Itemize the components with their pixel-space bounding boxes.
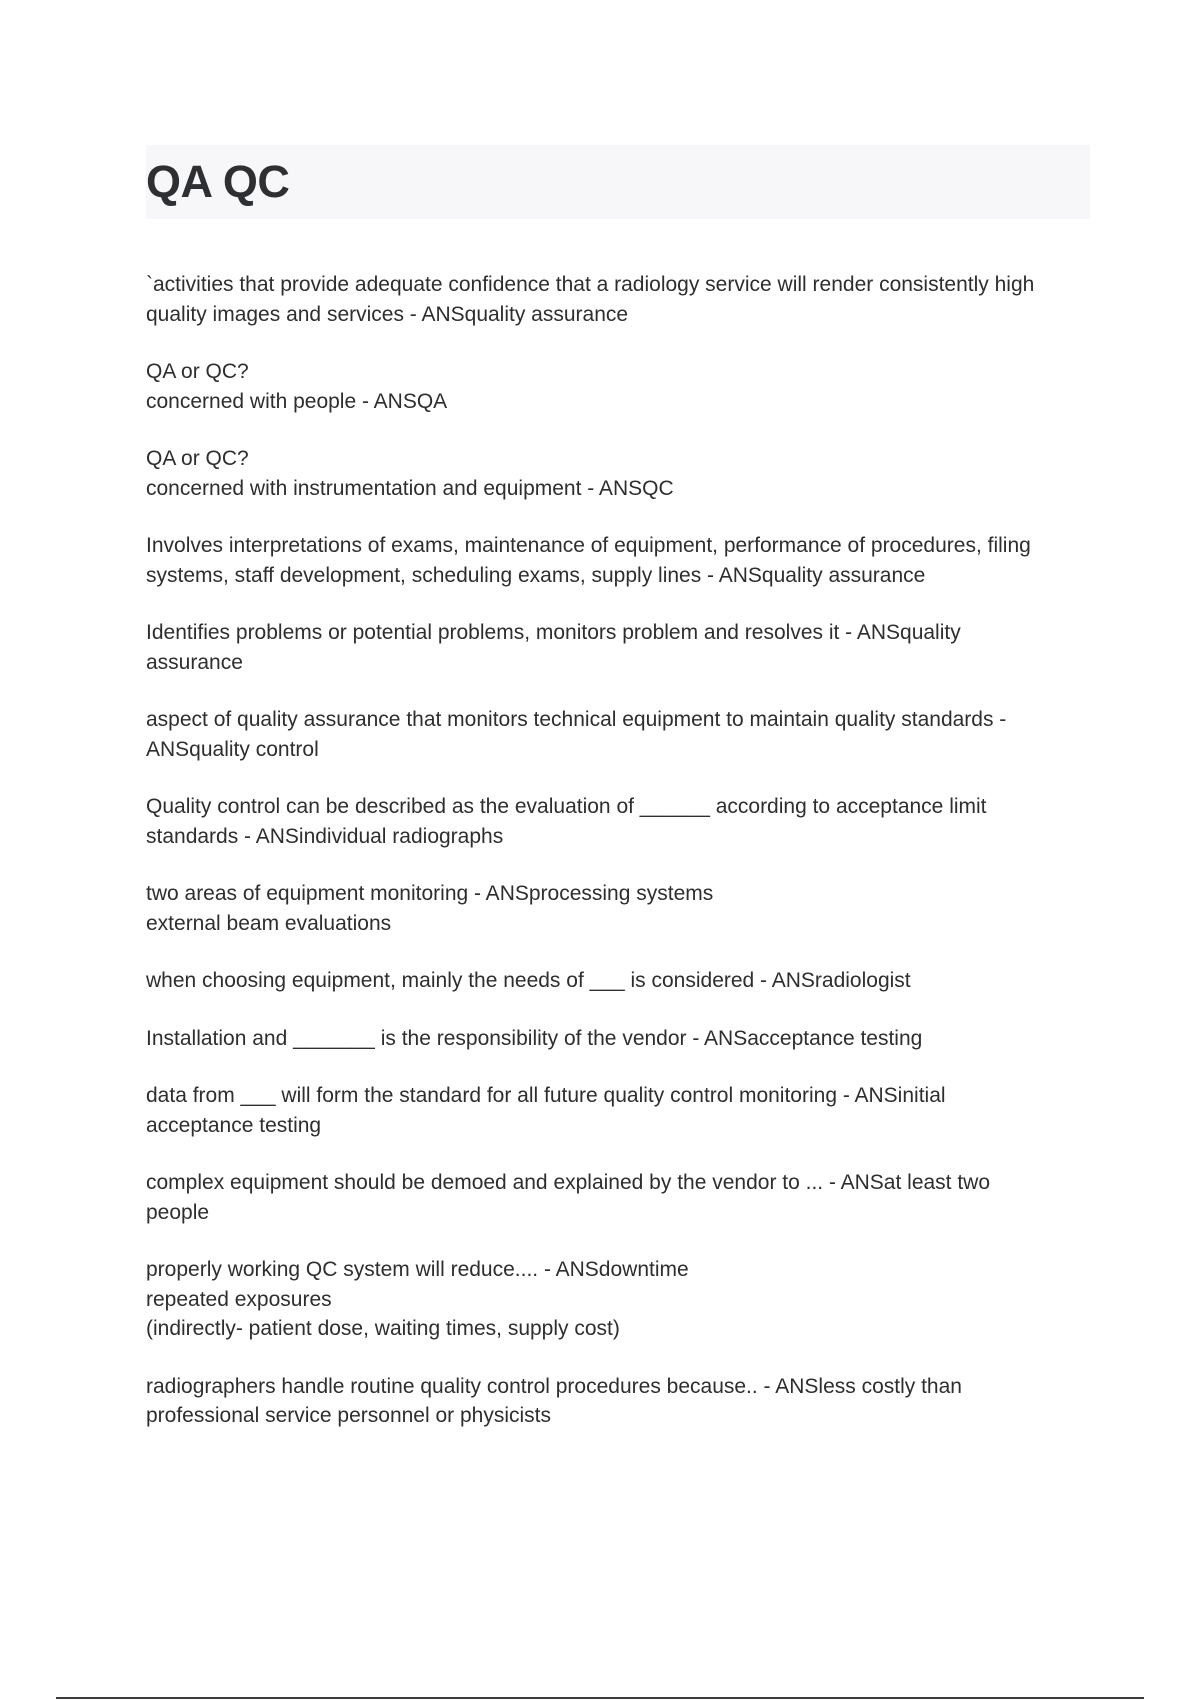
qa-item xyxy=(146,879,1090,938)
qa-line: people xyxy=(146,1200,210,1224)
qa-item xyxy=(146,618,1090,677)
qa-list xyxy=(146,270,1090,1459)
qa-line: concerned with instrumentation and equipment - ANSQC xyxy=(146,476,674,500)
qa-item xyxy=(146,1081,1090,1140)
qa-line: (indirectly- patient dose, waiting times, supply cost) xyxy=(146,1317,620,1340)
qa-item xyxy=(146,444,1090,503)
qa-line: complex equipment should be demoed and explained by the vendor to ... - ANSat least two xyxy=(146,1171,991,1194)
qa-line: Installation and _______ is the responsibility of the vendor - ANSacceptance testing xyxy=(146,1026,923,1050)
qa-line: QA or QC? xyxy=(146,447,249,470)
qa-line: concerned with people - ANSQA xyxy=(146,389,448,413)
qa-item xyxy=(146,270,1090,329)
qa-item xyxy=(146,1372,1090,1431)
qa-line: acceptance testing xyxy=(146,1113,322,1137)
qa-line: radiographers handle routine quality control procedures because.. - ANSless costly than xyxy=(146,1374,962,1398)
qa-item xyxy=(146,1024,1090,1054)
qa-line: `activities that provide adequate confidence that a radiology service will render consistently high xyxy=(146,273,1035,296)
qa-line: Quality control can be described as the evaluation of ______ according to acceptance limit xyxy=(146,795,987,818)
qa-line: data from ___ will form the standard for all future quality control monitoring - ANSinitial xyxy=(146,1084,946,1107)
qa-line: when choosing equipment, mainly the needs of ___ is considered - ANSradiologist xyxy=(146,969,911,992)
qa-line: repeated exposures xyxy=(146,1287,332,1311)
qa-line: ANSquality control xyxy=(146,737,319,761)
qa-line: aspect of quality assurance that monitors technical equipment to maintain quality standards - xyxy=(146,708,1007,731)
qa-line: professional service personnel or physicists xyxy=(146,1404,552,1427)
qa-line: properly working QC system will reduce.... - ANSdowntime xyxy=(146,1258,689,1281)
qa-line: two areas of equipment monitoring - ANSprocessing systems xyxy=(146,882,714,905)
qa-item xyxy=(146,705,1090,764)
page-title: QA QC xyxy=(146,156,290,207)
qa-line: QA or QC? xyxy=(146,360,249,383)
qa-item xyxy=(146,357,1090,416)
qa-line: Identifies problems or potential problems, monitors problem and resolves it - ANSquality xyxy=(146,621,961,644)
qa-line: Involves interpretations of exams, maintenance of equipment, performance of procedures, filing xyxy=(146,534,1031,557)
qa-line: quality images and services - ANSquality assurance xyxy=(146,302,629,326)
qa-line: assurance xyxy=(146,650,243,674)
qa-item xyxy=(146,1255,1090,1344)
qa-line: systems, staff development, scheduling exams, supply lines - ANSquality assurance xyxy=(146,563,926,587)
qa-item xyxy=(146,1168,1090,1227)
qa-line: external beam evaluations xyxy=(146,911,392,935)
qa-item xyxy=(146,966,1090,996)
footer-divider xyxy=(56,1697,1144,1699)
qa-line: standards - ANSindividual radiographs xyxy=(146,824,504,848)
qa-item xyxy=(146,531,1090,590)
qa-item xyxy=(146,792,1090,851)
title-banner xyxy=(146,145,1090,219)
